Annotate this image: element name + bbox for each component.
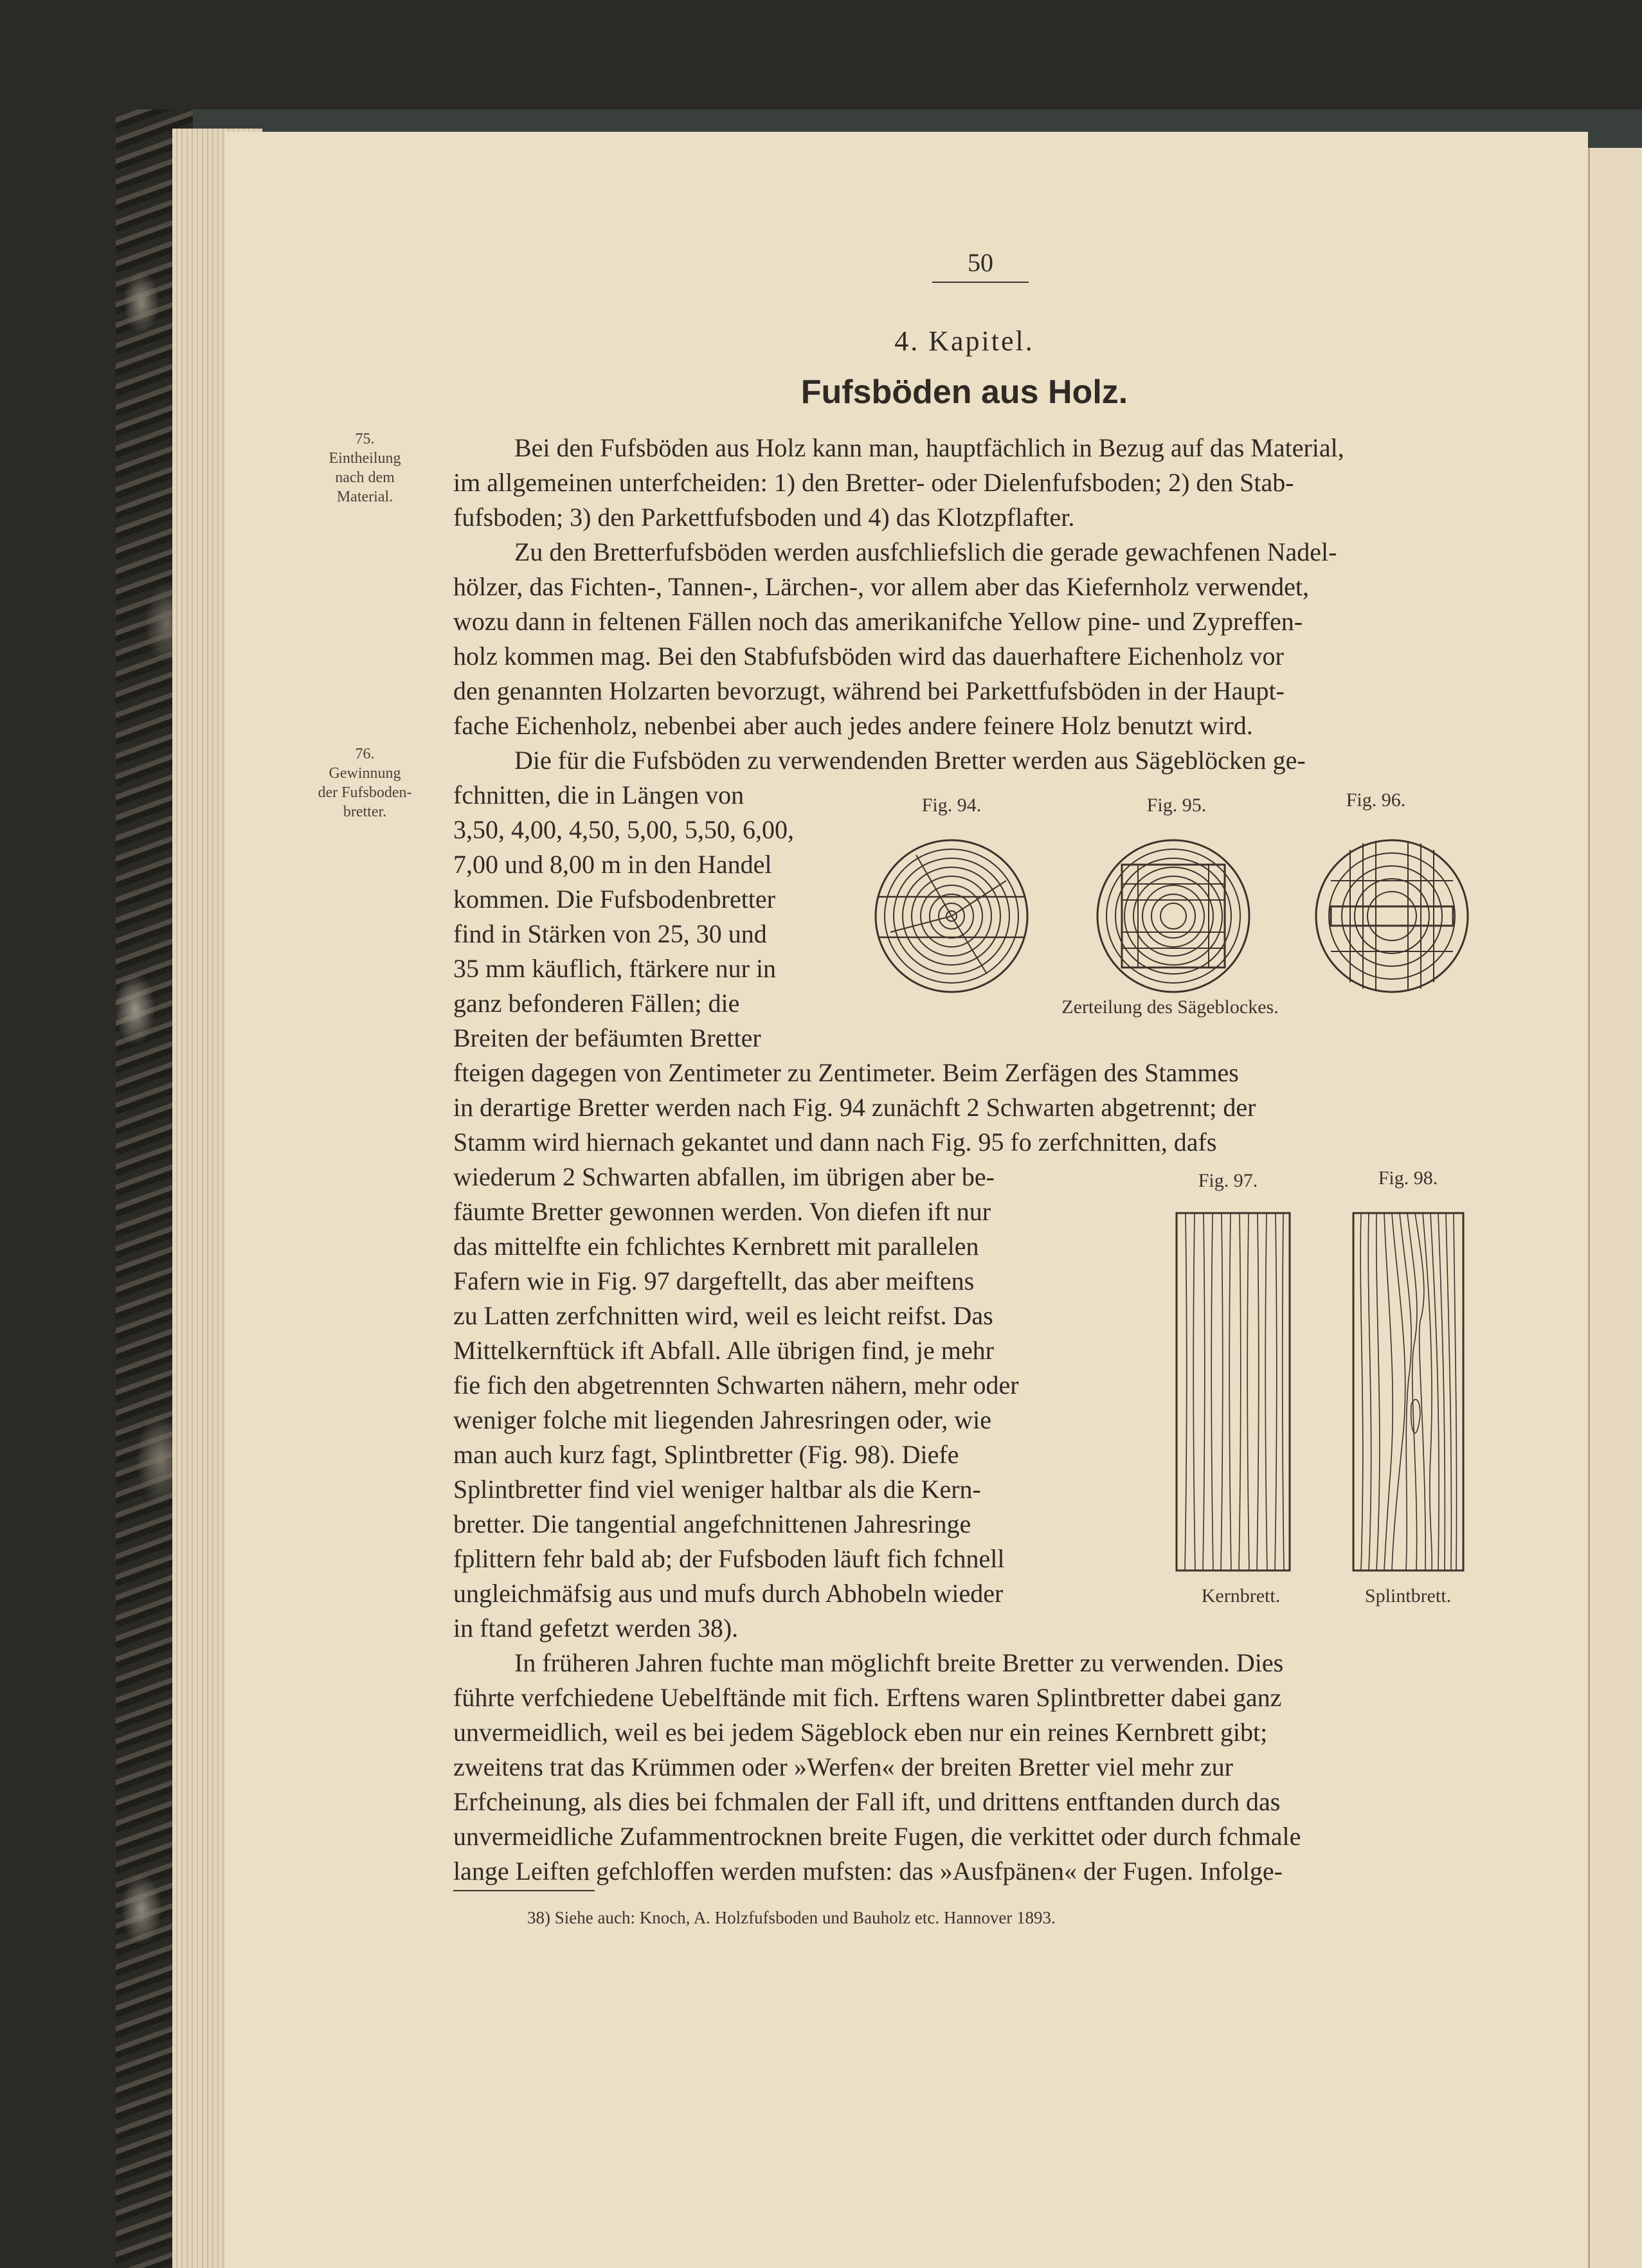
chapter-heading: 4. Kapitel. (894, 325, 1034, 357)
body-line: den genannten Holzarten bevorzugt, während bei Parkettfufsböden in der Haupt- (453, 676, 1285, 705)
body-line: führte verfchiedene Uebelftände mit fich. Erftens waren Splintbretter dabei ganz (453, 1683, 1282, 1712)
fig98-caption: Splintbrett. (1364, 1585, 1452, 1607)
margin-note-number: 76. (355, 746, 375, 762)
page-title: Fufsböden aus Holz. (800, 374, 1128, 411)
body-line: fäumte Bretter gewonnen werden. Von diefen ift nur (453, 1197, 991, 1226)
fig96-label: Fig. 96. (1346, 789, 1406, 811)
body-line: wozu dann in feltenen Fällen noch das amerikanifche Yellow pine- und Zypreffen- (453, 607, 1303, 636)
body-line: zu Latten zerfchnitten wird, weil es leicht reifst. Das (453, 1301, 993, 1330)
margin-note-line: der Fufsboden- (318, 784, 412, 801)
body-line: das mittelfte ein fchlichtes Kernbrett mit parallelen (453, 1232, 979, 1261)
body-line: in derartige Bretter werden nach Fig. 94 zunächft 2 Schwarten abgetrennt; der (453, 1093, 1256, 1122)
body-line: ungleichmäfsig aus und mufs durch Abhobeln wieder (453, 1579, 1004, 1608)
fig94-label: Fig. 94. (921, 795, 982, 816)
body-line: 7,00 und 8,00 m in den Handel (453, 850, 772, 879)
fig95-log-section (1093, 836, 1254, 996)
margin-note-76 (305, 744, 424, 822)
body-line: fache Eichenholz, nebenbei aber auch jedes andere feinere Holz benutzt wird. (453, 711, 1253, 740)
body-line: lange Leiften gefchloffen werden mufsten: das »Ausfpänen« der Fugen. Infolge- (453, 1857, 1283, 1886)
body-line: fchnitten, die in Längen von (453, 780, 744, 809)
body-line: im allgemeinen unterfcheiden: 1) den Bretter- oder Dielenfufsboden; 2) den Stab- (453, 468, 1294, 497)
fig97-caption: Kernbrett. (1201, 1585, 1281, 1607)
body-line: Bei den Fufsböden aus Holz kann man, hauptfächlich in Bezug auf das Material, (514, 433, 1344, 462)
facing-page-edge (1588, 148, 1642, 2268)
margin-note-line: Eintheilung (329, 450, 401, 467)
page-number-rule (932, 282, 1029, 283)
body-line: man auch kurz fagt, Splintbretter (Fig. 98). Diefe (453, 1440, 959, 1469)
body-line: unvermeidliche Zufammentrocknen breite Fugen, die verkittet oder durch fchmale (453, 1822, 1301, 1851)
body-line: Zu den Bretterfufsböden werden ausfchliefslich die gerade gewachfenen Nadel- (514, 537, 1337, 566)
body-line: ganz befonderen Fällen; die (453, 989, 740, 1018)
body-line: Mittelkernftück ift Abfall. Alle übrigen find, je mehr (453, 1336, 994, 1365)
fig-group-caption: Zerteilung des Sägeblockes. (1061, 996, 1279, 1018)
body-line: Erfcheinung, als dies bei fchmalen der Fall ift, und drittens entftanden durch das (453, 1787, 1281, 1816)
footnote-rule (453, 1890, 595, 1891)
margin-note-line: Material. (336, 489, 393, 505)
footnote: 38) Siehe auch: Knoch, A. Holzfufsboden und Bauholz etc. Hannover 1893. (527, 1908, 1056, 1927)
body-line: wiederum 2 Schwarten abfallen, im übrigen aber be- (453, 1162, 995, 1191)
body-line: kommen. Die Fufsbodenbretter (453, 885, 775, 914)
body-line: bretter. Die tangential angefchnittenen Jahresringe (453, 1509, 971, 1538)
margin-note-75 (305, 429, 424, 507)
fig98-splintbrett (1352, 1212, 1465, 1572)
body-line: 3,50, 4,00, 4,50, 5,00, 5,50, 6,00, (453, 815, 794, 844)
page-number: 50 (968, 248, 993, 277)
body-line: fplittern fehr bald ab; der Fufsboden läuft fich fchnell (453, 1544, 1005, 1573)
fig97-kernbrett (1175, 1212, 1291, 1572)
body-line: Stamm wird hiernach gekantet und dann nach Fig. 95 fo zerfchnitten, dafs (453, 1128, 1217, 1156)
body-line: hölzer, das Fichten-, Tannen-, Lärchen-, vor allem aber das Kiefernholz verwendet, (453, 572, 1309, 601)
margin-note-line: bretter. (343, 804, 387, 820)
fig95-label: Fig. 95. (1146, 795, 1207, 816)
fig98-label: Fig. 98. (1378, 1167, 1438, 1189)
margin-note-number: 75. (355, 431, 375, 447)
fig94-log-section (871, 836, 1032, 996)
margin-note-line: nach dem (335, 469, 395, 486)
fig97-label: Fig. 97. (1198, 1170, 1258, 1191)
body-line: fie fich den abgetrennten Schwarten nähern, mehr oder (453, 1371, 1019, 1400)
margin-note-line: Gewinnung (329, 765, 401, 782)
fig96-log-section (1312, 836, 1472, 996)
body-line: fufsboden; 3) den Parkettfufsboden und 4) das Klotzpflafter. (453, 503, 1075, 532)
body-line: zweitens trat das Krümmen oder »Werfen« der breiten Bretter viel mehr zur (453, 1752, 1233, 1781)
body-line: Die für die Fufsböden zu verwendenden Bretter werden aus Sägeblöcken ge- (514, 746, 1306, 775)
body-line: unvermeidlich, weil es bei jedem Sägeblock eben nur ein reines Kernbrett gibt; (453, 1718, 1268, 1747)
body-line: find in Stärken von 25, 30 und (453, 919, 767, 948)
body-line: Fafern wie in Fig. 97 dargeftellt, das aber meiftens (453, 1266, 975, 1295)
body-line: Splintbretter find viel weniger haltbar als die Kern- (453, 1475, 981, 1504)
body-line: Breiten der befäumten Bretter (453, 1023, 761, 1052)
body-line: fteigen dagegen von Zentimeter zu Zentimeter. Beim Zerfägen des Stammes (453, 1058, 1239, 1087)
body-line: In früheren Jahren fuchte man möglichft breite Bretter zu verwenden. Dies (514, 1648, 1284, 1677)
body-line: 35 mm käuflich, ftärkere nur in (453, 954, 777, 983)
body-line: holz kommen mag. Bei den Stabfufsböden wird das dauerhaftere Eichenholz vor (453, 642, 1284, 670)
body-line: in ftand gefetzt werden 38). (453, 1614, 739, 1643)
body-line: weniger folche mit liegenden Jahresringen oder, wie (453, 1405, 991, 1434)
